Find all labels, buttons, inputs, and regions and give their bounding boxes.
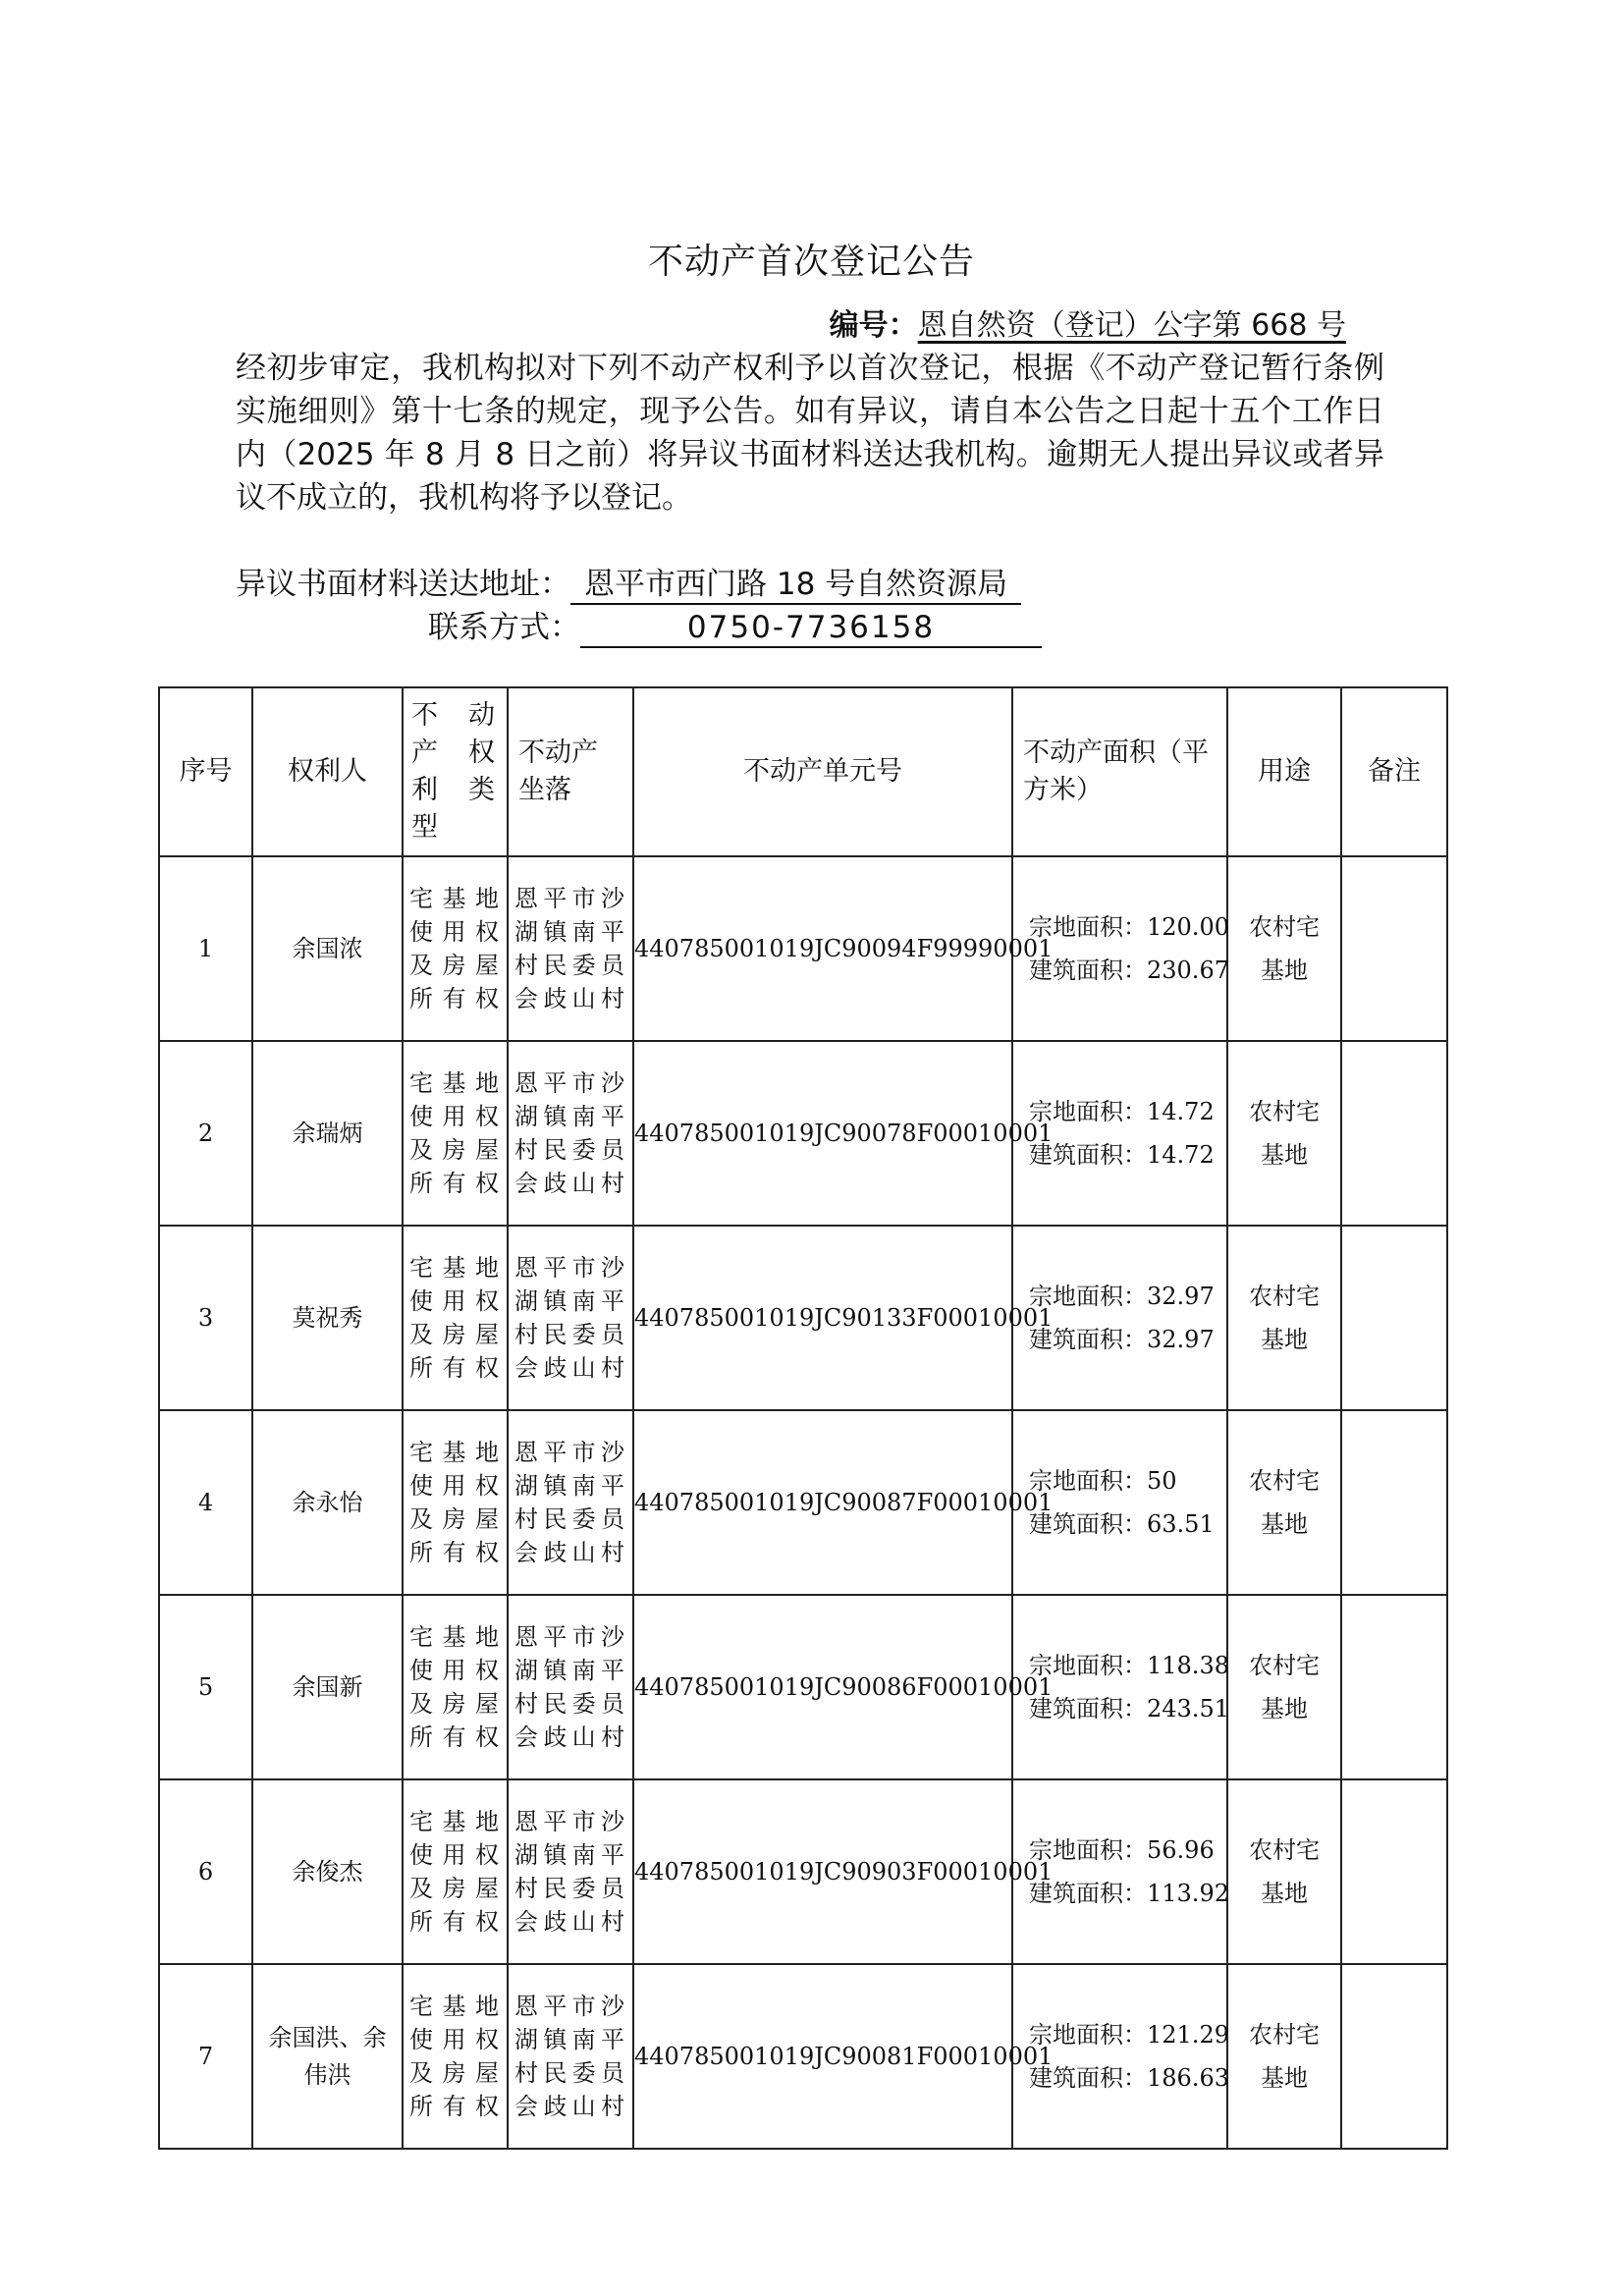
row-area bbox=[1012, 1964, 1227, 2149]
land-area-label: 宗地面积： bbox=[1029, 1098, 1147, 1125]
row-location: 恩平市沙湖镇南平村民委员会歧山村 bbox=[508, 856, 633, 1041]
building-area-value: 243.51 bbox=[1147, 1695, 1229, 1722]
row-unit-no: 440785001019JC90133F00010001 bbox=[633, 1226, 1012, 1410]
building-area-label: 建筑面积： bbox=[1029, 1326, 1147, 1353]
row-index: 7 bbox=[159, 1964, 252, 2149]
table-row bbox=[159, 1226, 1447, 1410]
row-usage-text: 农村宅基地 bbox=[1249, 1652, 1320, 1722]
registration-table bbox=[158, 686, 1448, 2150]
row-building-area bbox=[1029, 1318, 1220, 1361]
row-location: 恩平市沙湖镇南平村民委员会歧山村 bbox=[508, 1041, 633, 1226]
building-area-label: 建筑面积： bbox=[1029, 1510, 1147, 1538]
row-index: 6 bbox=[159, 1779, 252, 1964]
row-usage-text: 农村宅基地 bbox=[1249, 2021, 1320, 2092]
table-row bbox=[159, 1041, 1447, 1226]
row-building-area bbox=[1029, 2056, 1229, 2100]
row-land-area bbox=[1029, 1090, 1220, 1133]
table-row bbox=[159, 1410, 1447, 1595]
row-remark bbox=[1341, 1226, 1447, 1410]
row-remark bbox=[1341, 1595, 1447, 1779]
land-area-value: 32.97 bbox=[1147, 1283, 1215, 1310]
row-index: 5 bbox=[159, 1595, 252, 1779]
row-area bbox=[1012, 1226, 1227, 1410]
building-area-value: 230.67 bbox=[1147, 957, 1229, 984]
row-land-area bbox=[1029, 1275, 1220, 1318]
address-label: 异议书面材料送达地址： bbox=[236, 567, 570, 602]
row-right-type: 宅基地使用权及房屋所有权 bbox=[403, 1964, 508, 2149]
row-building-area bbox=[1029, 1503, 1220, 1546]
page-title: 不动产首次登记公告 bbox=[647, 242, 975, 282]
address-row bbox=[236, 563, 1021, 606]
row-remark bbox=[1341, 1779, 1447, 1964]
table-row bbox=[159, 1779, 1447, 1964]
row-right-type: 宅基地使用权及房屋所有权 bbox=[403, 1595, 508, 1779]
row-holder: 余瑞炳 bbox=[252, 1041, 403, 1226]
row-land-area bbox=[1029, 1644, 1229, 1687]
row-land-area bbox=[1029, 1829, 1220, 1872]
land-area-label: 宗地面积： bbox=[1029, 1836, 1147, 1864]
building-area-value: 113.92 bbox=[1147, 1880, 1229, 1907]
row-area bbox=[1012, 856, 1227, 1041]
row-index: 1 bbox=[159, 856, 252, 1041]
row-usage bbox=[1227, 1410, 1341, 1595]
row-usage-text: 农村宅基地 bbox=[1249, 913, 1320, 984]
row-building-area bbox=[1029, 1872, 1229, 1915]
row-unit-no: 440785001019JC90087F00010001 bbox=[633, 1410, 1012, 1595]
intro-paragraph: 经初步审定，我机构拟对下列不动产权利予以首次登记，根据《不动产登记暂行条例实施细则》第十七条的规定，现予公告。如有异议，请自本公告之日起十五个工作日内（2025 年 8 月 8 日之前）将异议书面材料送达我机构。逾期无人提出异议或者异议不成立的，我机构将予以登记。 bbox=[236, 351, 1384, 516]
building-area-label: 建筑面积： bbox=[1029, 1141, 1147, 1169]
document-number bbox=[830, 305, 1346, 347]
land-area-value: 120.00 bbox=[1147, 913, 1229, 941]
row-unit-no: 440785001019JC90094F99990001 bbox=[633, 856, 1012, 1041]
row-index: 2 bbox=[159, 1041, 252, 1226]
row-holder: 莫祝秀 bbox=[252, 1226, 403, 1410]
row-remark bbox=[1341, 856, 1447, 1041]
building-area-value: 32.97 bbox=[1147, 1326, 1215, 1353]
address-value: 恩平市西门路 18 号自然资源局 bbox=[570, 566, 1021, 605]
row-area bbox=[1012, 1041, 1227, 1226]
header-remark: 备注 bbox=[1341, 687, 1447, 856]
row-holder: 余永怡 bbox=[252, 1410, 403, 1595]
row-unit-no: 440785001019JC90903F00010001 bbox=[633, 1779, 1012, 1964]
row-index: 3 bbox=[159, 1226, 252, 1410]
row-holder: 余国洪、余伟洪 bbox=[252, 1964, 403, 2149]
row-usage bbox=[1227, 1779, 1341, 1964]
building-area-label: 建筑面积： bbox=[1029, 1695, 1147, 1722]
land-area-label: 宗地面积： bbox=[1029, 913, 1147, 941]
row-usage bbox=[1227, 856, 1341, 1041]
row-holder: 余国浓 bbox=[252, 856, 403, 1041]
building-area-value: 186.63 bbox=[1147, 2064, 1229, 2092]
header-right-type: 不动产权利类型 bbox=[403, 687, 508, 856]
phone-value: 0750-7736158 bbox=[580, 609, 1042, 648]
building-area-label: 建筑面积： bbox=[1029, 957, 1147, 984]
header-unit-no: 不动产单元号 bbox=[633, 687, 1012, 856]
row-unit-no: 440785001019JC90086F00010001 bbox=[633, 1595, 1012, 1779]
land-area-label: 宗地面积： bbox=[1029, 2021, 1147, 2049]
land-area-label: 宗地面积： bbox=[1029, 1283, 1147, 1310]
row-area bbox=[1012, 1779, 1227, 1964]
row-usage bbox=[1227, 1595, 1341, 1779]
table-row bbox=[159, 1964, 1447, 2149]
row-right-type: 宅基地使用权及房屋所有权 bbox=[403, 856, 508, 1041]
row-building-area bbox=[1029, 1133, 1220, 1176]
table-row bbox=[159, 1595, 1447, 1779]
row-index: 4 bbox=[159, 1410, 252, 1595]
header-index: 序号 bbox=[159, 687, 252, 856]
row-remark bbox=[1341, 1410, 1447, 1595]
row-location: 恩平市沙湖镇南平村民委员会歧山村 bbox=[508, 1410, 633, 1595]
row-remark bbox=[1341, 1964, 1447, 2149]
table-row bbox=[159, 856, 1447, 1041]
row-area bbox=[1012, 1410, 1227, 1595]
table-header-row bbox=[159, 687, 1447, 856]
table-body bbox=[159, 856, 1447, 2149]
phone-row bbox=[428, 606, 1042, 649]
row-usage-text: 农村宅基地 bbox=[1249, 1467, 1320, 1538]
row-holder: 余国新 bbox=[252, 1595, 403, 1779]
row-usage-text: 农村宅基地 bbox=[1249, 1098, 1320, 1169]
building-area-label: 建筑面积： bbox=[1029, 1880, 1147, 1907]
row-right-type: 宅基地使用权及房屋所有权 bbox=[403, 1226, 508, 1410]
building-area-label: 建筑面积： bbox=[1029, 2064, 1147, 2092]
building-area-value: 63.51 bbox=[1147, 1510, 1215, 1538]
row-usage-text: 农村宅基地 bbox=[1249, 1283, 1320, 1353]
row-usage-text: 农村宅基地 bbox=[1249, 1836, 1320, 1907]
row-area bbox=[1012, 1595, 1227, 1779]
land-area-value: 56.96 bbox=[1147, 1836, 1215, 1864]
land-area-label: 宗地面积： bbox=[1029, 1652, 1147, 1679]
row-location: 恩平市沙湖镇南平村民委员会歧山村 bbox=[508, 1595, 633, 1779]
land-area-value: 50 bbox=[1147, 1467, 1177, 1495]
row-land-area bbox=[1029, 1459, 1220, 1503]
land-area-value: 14.72 bbox=[1147, 1098, 1215, 1125]
row-building-area bbox=[1029, 1687, 1229, 1730]
row-unit-no: 440785001019JC90081F00010001 bbox=[633, 1964, 1012, 2149]
header-usage: 用途 bbox=[1227, 687, 1341, 856]
document-number-label: 编号： bbox=[829, 308, 918, 343]
row-usage bbox=[1227, 1226, 1341, 1410]
row-unit-no: 440785001019JC90078F00010001 bbox=[633, 1041, 1012, 1226]
row-holder: 余俊杰 bbox=[252, 1779, 403, 1964]
row-usage bbox=[1227, 1964, 1341, 2149]
row-right-type: 宅基地使用权及房屋所有权 bbox=[403, 1779, 508, 1964]
row-land-area bbox=[1029, 905, 1229, 949]
land-area-value: 121.29 bbox=[1147, 2021, 1229, 2049]
header-location: 不动产坐落 bbox=[508, 687, 633, 856]
row-right-type: 宅基地使用权及房屋所有权 bbox=[403, 1410, 508, 1595]
row-building-area bbox=[1029, 949, 1229, 992]
document-number-value: 恩自然资（登记）公字第 668 号 bbox=[917, 308, 1346, 343]
land-area-label: 宗地面积： bbox=[1029, 1467, 1147, 1495]
header-holder: 权利人 bbox=[252, 687, 403, 856]
row-location: 恩平市沙湖镇南平村民委员会歧山村 bbox=[508, 1226, 633, 1410]
land-area-value: 118.38 bbox=[1147, 1652, 1229, 1679]
header-area: 不动产面积（平方米） bbox=[1012, 687, 1227, 856]
row-location: 恩平市沙湖镇南平村民委员会歧山村 bbox=[508, 1964, 633, 2149]
row-remark bbox=[1341, 1041, 1447, 1226]
row-usage bbox=[1227, 1041, 1341, 1226]
row-right-type: 宅基地使用权及房屋所有权 bbox=[403, 1041, 508, 1226]
building-area-value: 14.72 bbox=[1147, 1141, 1215, 1169]
row-location: 恩平市沙湖镇南平村民委员会歧山村 bbox=[508, 1779, 633, 1964]
phone-label: 联系方式： bbox=[428, 610, 580, 645]
row-land-area bbox=[1029, 2013, 1229, 2056]
